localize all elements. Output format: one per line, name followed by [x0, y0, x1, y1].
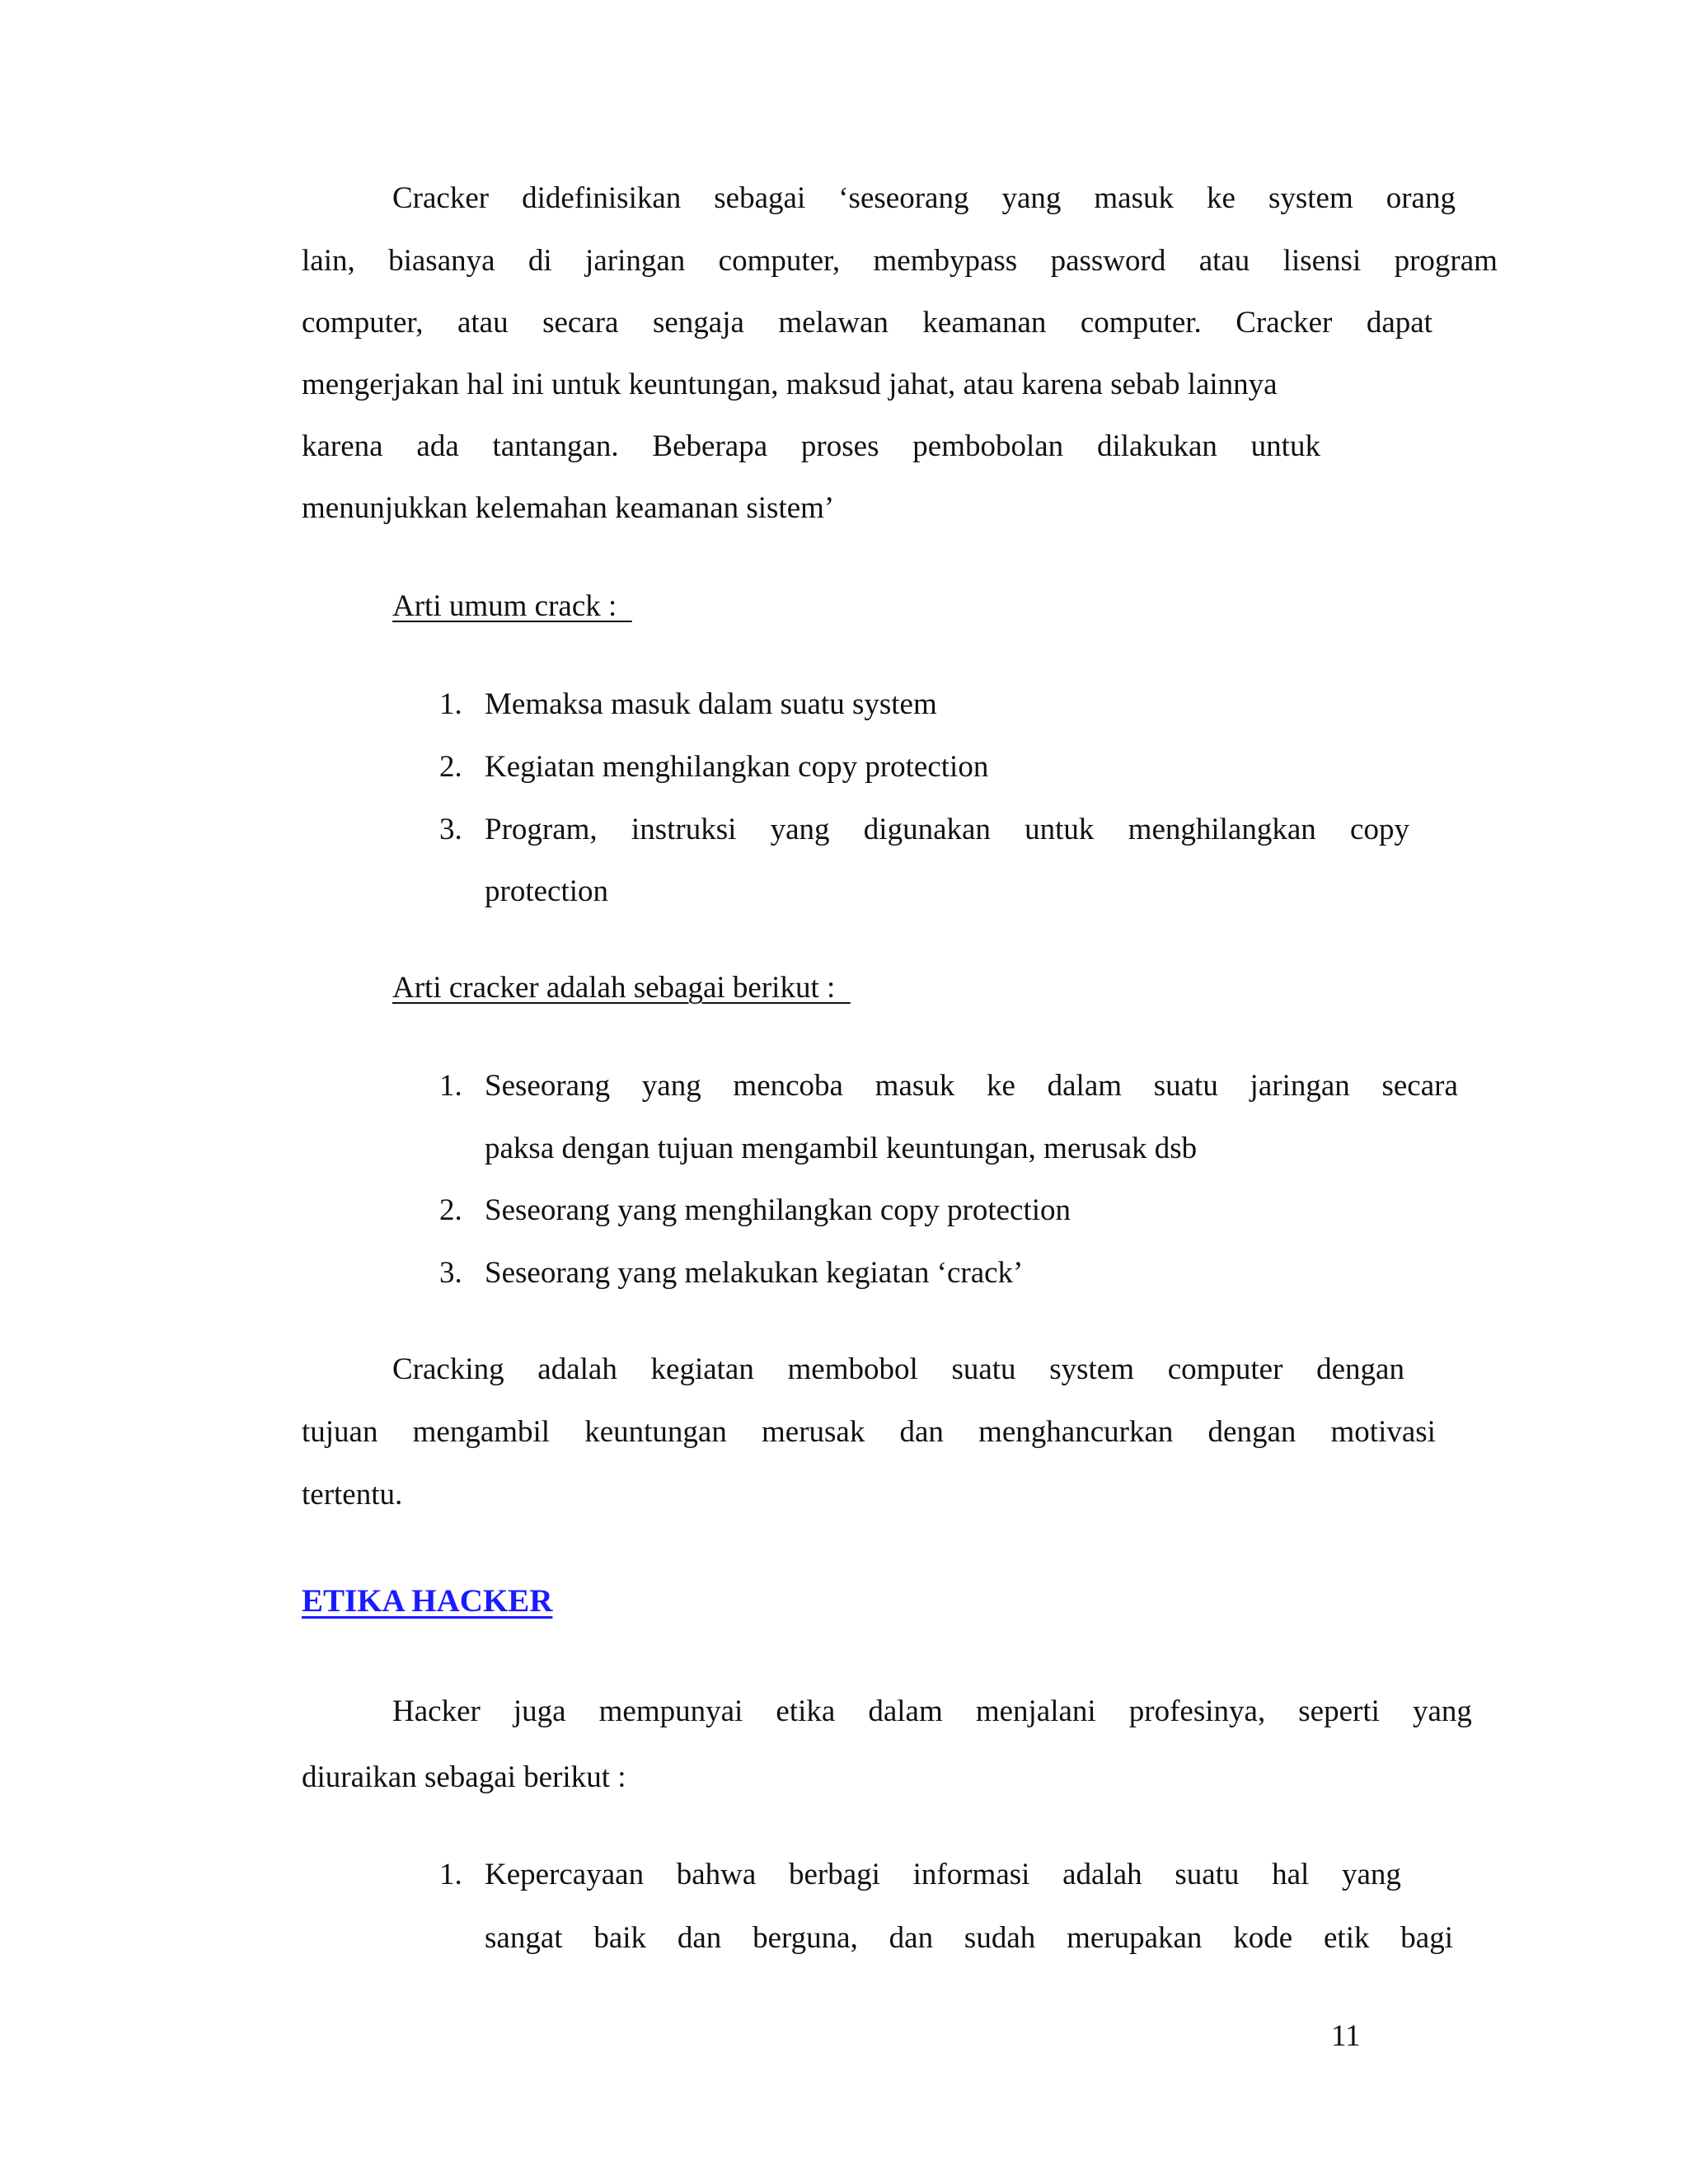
line-text: diuraikan sebagai berikut : [302, 1760, 626, 1794]
word: dapat [1366, 306, 1432, 340]
word: di [528, 244, 552, 278]
list-number: 2. [439, 750, 462, 784]
para1-line-6 [302, 493, 834, 523]
word: instruksi [631, 813, 737, 846]
word: bagi [1400, 1921, 1453, 1955]
word: Seseorang [485, 1069, 611, 1103]
word: dengan [1207, 1415, 1296, 1449]
word: mempunyai [598, 1694, 743, 1728]
para1-line-2 [302, 246, 1498, 276]
list-item-text: Kegiatan menghilangkan copy protection [485, 750, 989, 784]
para1-line-1 [392, 183, 1456, 213]
word: computer, [718, 244, 841, 278]
word: suatu [951, 1352, 1016, 1386]
word: berguna, [753, 1921, 858, 1955]
list-number: 3. [439, 813, 462, 846]
word: keamanan [922, 306, 1047, 340]
list-item-text: Seseorang yang melakukan kegiatan ‘crack’ [485, 1256, 1024, 1290]
word: computer. [1080, 306, 1202, 340]
word: program [1394, 244, 1498, 278]
section-heading[interactable] [302, 1585, 552, 1617]
word: merusak [762, 1415, 865, 1449]
word: masuk [874, 1069, 955, 1103]
crack-heading [392, 591, 632, 621]
word: proses [800, 429, 879, 463]
word: yang [641, 1069, 701, 1103]
word: jaringan [1250, 1069, 1350, 1103]
list-number: 2. [439, 1193, 462, 1227]
word: dalam [868, 1694, 943, 1728]
word: keuntungan [584, 1415, 727, 1449]
word: ada [416, 429, 459, 463]
word: baik [593, 1921, 647, 1955]
word: dan [899, 1415, 944, 1449]
list-item-text: paksa dengan tujuan mengambil keuntungan, merusak dsb [485, 1132, 1198, 1165]
para2-line-1 [392, 1354, 1404, 1385]
word: dan [677, 1921, 722, 1955]
list-number: 1. [439, 1858, 462, 1891]
word: yang [1341, 1858, 1401, 1891]
para3-line-2 [302, 1762, 626, 1793]
word: merupakan [1067, 1921, 1203, 1955]
line-text: tertentu. [302, 1478, 403, 1511]
list-number: 1. [439, 687, 462, 721]
word: motivasi [1330, 1415, 1436, 1449]
word: atau [457, 306, 509, 340]
word: computer [1167, 1352, 1283, 1386]
cracker-heading-text: Arti cracker adalah sebagai berikut : [392, 971, 851, 1005]
word: mengambil [412, 1415, 551, 1449]
word: adalah [537, 1352, 617, 1386]
word: dan [889, 1921, 934, 1955]
word: untuk [1250, 429, 1320, 463]
word: Cracker [392, 181, 490, 215]
para2-line-3 [302, 1479, 402, 1510]
list-item-text: protection [485, 874, 609, 908]
word: sangat [485, 1921, 563, 1955]
word: ‘seseorang [838, 181, 969, 215]
crack-list-item-2 [485, 752, 988, 782]
word: system [1268, 181, 1353, 215]
list-item-text: Memaksa masuk dalam suatu system [485, 687, 937, 721]
word: etika [776, 1694, 836, 1728]
cracker-list-item-1-line-1 [485, 1071, 1458, 1101]
crack-list-item-3-line-2 [485, 876, 608, 907]
word: tantangan. [492, 429, 619, 463]
word: jaringan [585, 244, 686, 278]
para3-line-1 [392, 1696, 1472, 1727]
crack-heading-text: Arti umum crack : [392, 589, 632, 623]
word: password [1050, 244, 1166, 278]
word: dalam [1047, 1069, 1123, 1103]
word: tujuan [302, 1415, 378, 1449]
word: etik [1324, 1921, 1370, 1955]
ethics-list-item-1-line-1 [485, 1859, 1401, 1890]
word: Cracker [1236, 306, 1333, 340]
word: sudah [964, 1921, 1036, 1955]
word: kegiatan [650, 1352, 754, 1386]
word: menghancurkan [978, 1415, 1174, 1449]
word: yang [770, 813, 830, 846]
word: sengaja [652, 306, 744, 340]
word: dilakukan [1096, 429, 1217, 463]
para1-line-4 [302, 369, 1278, 400]
word: lisensi [1282, 244, 1362, 278]
word: menghilangkan [1128, 813, 1316, 846]
word: yang [1412, 1694, 1472, 1728]
list-item-text: Seseorang yang menghilangkan copy protection [485, 1193, 1071, 1227]
word: untuk [1025, 813, 1095, 846]
word: melawan [778, 306, 889, 340]
word: profesinya, [1128, 1694, 1266, 1728]
word: bahwa [676, 1858, 757, 1891]
word: system [1049, 1352, 1135, 1386]
word: suatu [1175, 1858, 1240, 1891]
list-number: 3. [439, 1256, 462, 1290]
word: membypass [873, 244, 1018, 278]
word: informasi [912, 1858, 1030, 1891]
para1-line-5 [302, 431, 1320, 462]
word: lain, [302, 244, 355, 278]
etika-hacker-link[interactable]: ETIKA HACKER [302, 1583, 553, 1619]
list-number: 1. [439, 1069, 462, 1103]
cracker-list-item-3 [485, 1258, 1023, 1288]
word: menjalani [975, 1694, 1096, 1728]
word: Cracking [392, 1352, 504, 1386]
word: membobol [787, 1352, 918, 1386]
word: berbagi [789, 1858, 880, 1891]
para2-line-2 [302, 1417, 1436, 1447]
cracker-heading [392, 972, 851, 1003]
line-text: menunjukkan kelemahan keamanan sistem’ [302, 491, 835, 525]
word: karena [302, 429, 383, 463]
word: ke [986, 1069, 1015, 1103]
cracker-list-item-2 [485, 1195, 1071, 1226]
word: digunakan [863, 813, 991, 846]
word: atau [1198, 244, 1250, 278]
word: adalah [1062, 1858, 1142, 1891]
line-text: mengerjakan hal ini untuk keuntungan, maksud jahat, atau karena sebab lainnya [302, 368, 1278, 401]
ethics-list-item-1-line-2 [485, 1923, 1453, 1953]
word: Hacker [392, 1694, 481, 1728]
word: computer, [302, 306, 424, 340]
word: masuk [1094, 181, 1174, 215]
crack-list-item-3-line-1 [485, 814, 1409, 845]
word: seperti [1298, 1694, 1380, 1728]
word: didefinisikan [522, 181, 682, 215]
word: Program, [485, 813, 598, 846]
word: juga [513, 1694, 566, 1728]
word: suatu [1153, 1069, 1218, 1103]
cracker-list-item-1-line-2 [485, 1133, 1197, 1164]
word: pembobolan [912, 429, 1064, 463]
word: Beberapa [652, 429, 768, 463]
word: kode [1233, 1921, 1293, 1955]
word: hal [1272, 1858, 1310, 1891]
word: mencoba [733, 1069, 843, 1103]
word: Kepercayaan [485, 1858, 645, 1891]
para1-line-3 [302, 307, 1432, 338]
word: biasanya [388, 244, 495, 278]
word: ke [1207, 181, 1236, 215]
page-number: 11 [1331, 2019, 1361, 2053]
word: sebagai [714, 181, 806, 215]
word: yang [1001, 181, 1062, 215]
word: secara [1381, 1069, 1458, 1103]
word: copy [1350, 813, 1409, 846]
word: secara [542, 306, 619, 340]
word: orang [1386, 181, 1456, 215]
word: dengan [1316, 1352, 1404, 1386]
crack-list-item-1 [485, 689, 937, 719]
